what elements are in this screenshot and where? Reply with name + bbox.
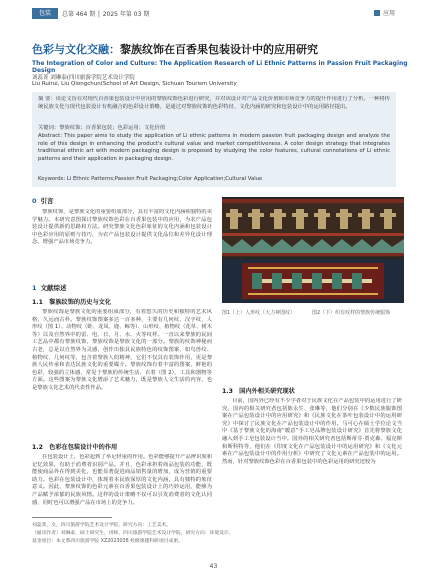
- subsection-heading-1-3: 1.3 国内外相关研究现状: [222, 388, 295, 395]
- section-heading-intro: 0 引言: [32, 197, 54, 205]
- figure-li-patterns: [222, 197, 404, 303]
- title-rest: 黎族纹饰在百香果包装设计中的应用研究: [120, 43, 318, 56]
- abstract-en: Abstract: This paper aims to study the application of Li ethnic patterns in modern passion fruit packaging design and analyze the role of this design in enhancing the product's cultural value and market competitiveness. A color design strategy that integrates traditional ethnic art with modern packaging design is proposed by studying the color features, cultural connotations of Li ethnic patterns and their application in packaging design.: [38, 133, 390, 162]
- journal-logo: 包装: [32, 8, 58, 19]
- abstract-cn: 摘 要：该论文旨在对现代百香果包装设计中应用的黎族纹饰色彩进行研究，并对该设计对产品文化价值和市场竞争力的提升作用进行了分析。一种将传统民族文化与现代包装设计有机融合的色彩设计策略，是通过对黎族纹饰的色彩特征、文化内涵的研究和包装设计中的运用路径提出。: [38, 96, 390, 110]
- footnote-author-2: （通讯作者）刘琳泰，硕士研究生，讲师，四川旅游学院艺术设计学院，研究方向：环境设计。: [32, 531, 234, 536]
- subsection-heading-1-2: 1.2 色彩在包装设计中的作用: [32, 444, 118, 451]
- footnote-divider: [32, 517, 112, 518]
- footnote-author-1: 刘蕊菁，女，四川旅游学院艺术设计学院，研究方向：工艺美术。: [32, 523, 172, 528]
- title-accent: 色彩与文化交融：: [32, 43, 120, 56]
- section-label: 应用: [382, 10, 395, 17]
- pattern-illustration: [222, 197, 404, 303]
- article-title-en: The Integration of Color and Culture: The Application Research of Li Ethnic Patterns in Passion Fruit Packaging Design: [32, 60, 408, 74]
- abstract-box: [32, 92, 396, 187]
- authors-cn: 刘蕊菁 刘琳泰(四川旅游学院艺术设计学院: [32, 75, 135, 81]
- subsection-body-1-2: 在包装设计上，色彩起到了举足轻重的作用。色彩能够提升产品辨识度和记忆效果，有助于消费者识别产品。并且，色彩承担着商品包装的功能，既能使商品外在得到美化，也能显著促进商品销售量的增加，成为营销的重要助力。色彩在包装设计中，体现着本民族深厚的文化内涵，具有独特的象征意义。因此，黎族纹饰的色彩元素在百香果包装设计上的巧妙运用，能够为产品赋予浓郁的民族风情。这样的设计策略不仅可以引发消费者的文化认同感，同时也可以增强产品在市场上的竞争力。: [32, 454, 212, 506]
- journal-header: [0, 0, 427, 26]
- section-tag: [374, 8, 395, 17]
- subsection-body-1-1: 黎族纹饰是黎族文化的重要组成部分，有着悠久的历史和独特的艺术风格，久远而古朴。黎族纹饰图案多达一百多种，主要有几何纹、汉字纹、人形纹（图 1）、动物纹（蛙、龙凤、鹿、鲸等）、山形纹、植物纹（花草、树木等）以及自然界中的雷、电、日、月、水、火等纹样。一直以来黎族的民间工艺品中都有黎族纹饰，黎族纹饰是黎族文化的一部分。黎族的纹饰神秘而古老，总是以自然界为灵感，创作出独具民族特色的纹饰图案，如鸟兽纹、植物纹、几何纹等，包含着黎族人的精神，它们不仅具有装饰作用，更是黎族人民传承和表达民族文化的重要媒介。黎族纹饰有着丰富的图案，鲜艳的色彩，较强的立体感，常见于黎族的传统生活、衣着（图 2）、工具和器物等方面。这些图案为黎族文化增添了艺术魅力，既是黎族人文生活的内容，也是黎族文化艺术的代表性作品。: [32, 309, 212, 391]
- footnote-funding: 基金项目：本文系四川旅游学院 XZ2023038 校级课题科研项目成果。: [32, 539, 183, 544]
- authors-en: Liu Ruirui, Liu Qiongchun(School of Art Design, Sichuan Tourism University: [32, 81, 237, 87]
- figure-1-caption: 图1（上）人形纹（大力神图纹）: [222, 310, 296, 316]
- section-heading-review: 1 文献综述: [32, 284, 67, 292]
- issue-info: 总第 464 期 │ 2025 年第 03 期: [62, 11, 150, 18]
- square-icon: [374, 10, 380, 16]
- page-number: 43: [209, 563, 218, 570]
- figure-2-caption: 图2（下）织有纹样的黎族传统服饰: [312, 310, 391, 316]
- article-title-cn: [32, 41, 402, 57]
- intro-body: 黎族纹饰，是黎族文化的重要组成部分，具有丰富的文化内涵和独特的美学魅力。本研究意图探讨黎族纹饰色彩在百香果包装中的应用，为农产品包装设计提供新的思路和方法。研究黎族文化色彩象征的文化内涵和包装设计中色彩应用的原则与技巧，为农产品包装设计提供文化品位和差异化设计理念，增强产品市场竞争力。: [32, 209, 212, 246]
- subsection-heading-1-1: 1.1 黎族纹饰的历史与文化: [32, 299, 112, 306]
- subsection-body-1-3: 目前，国内外已经有不少学者对于民族文化在产品包装中的运用进行了研究。国内的相关研究者包括陈永生、张琳等，他们分别在《少数民族服饰图案在产品包装设计中的应用研究》和《民族文化在茶叶包装设计中的运用研究》中探讨了民族文化在产品包装设计中的作用。马可心在硕士学位论文当中《基于黎族文化的海南“暖意”手工皂品牌包装设计研究》首先将黎族文化融入到手工皂包装设计当中。国外的相关研究者包括斯蒂芬·贾克森、福克斯和斯科特等，他们在《印度文化在产品包装设计中的运用研究》和《文化元素在产品包装设计中的作用分析》中研究了文化元素在产品包装中的运用。然而，针对黎族纹饰色彩在百香果包装中的色彩运用的研究还较为: [222, 398, 402, 465]
- keywords-en: Keywords: Li Ethnic Patterns;Passion Fruit Packaging;Color Application;Cultural Value: [38, 176, 263, 182]
- keywords-cn: 关键词：黎族纹饰；百香果包装；色彩运用；文化价值: [38, 125, 166, 131]
- right-column-continuation: [222, 322, 402, 382]
